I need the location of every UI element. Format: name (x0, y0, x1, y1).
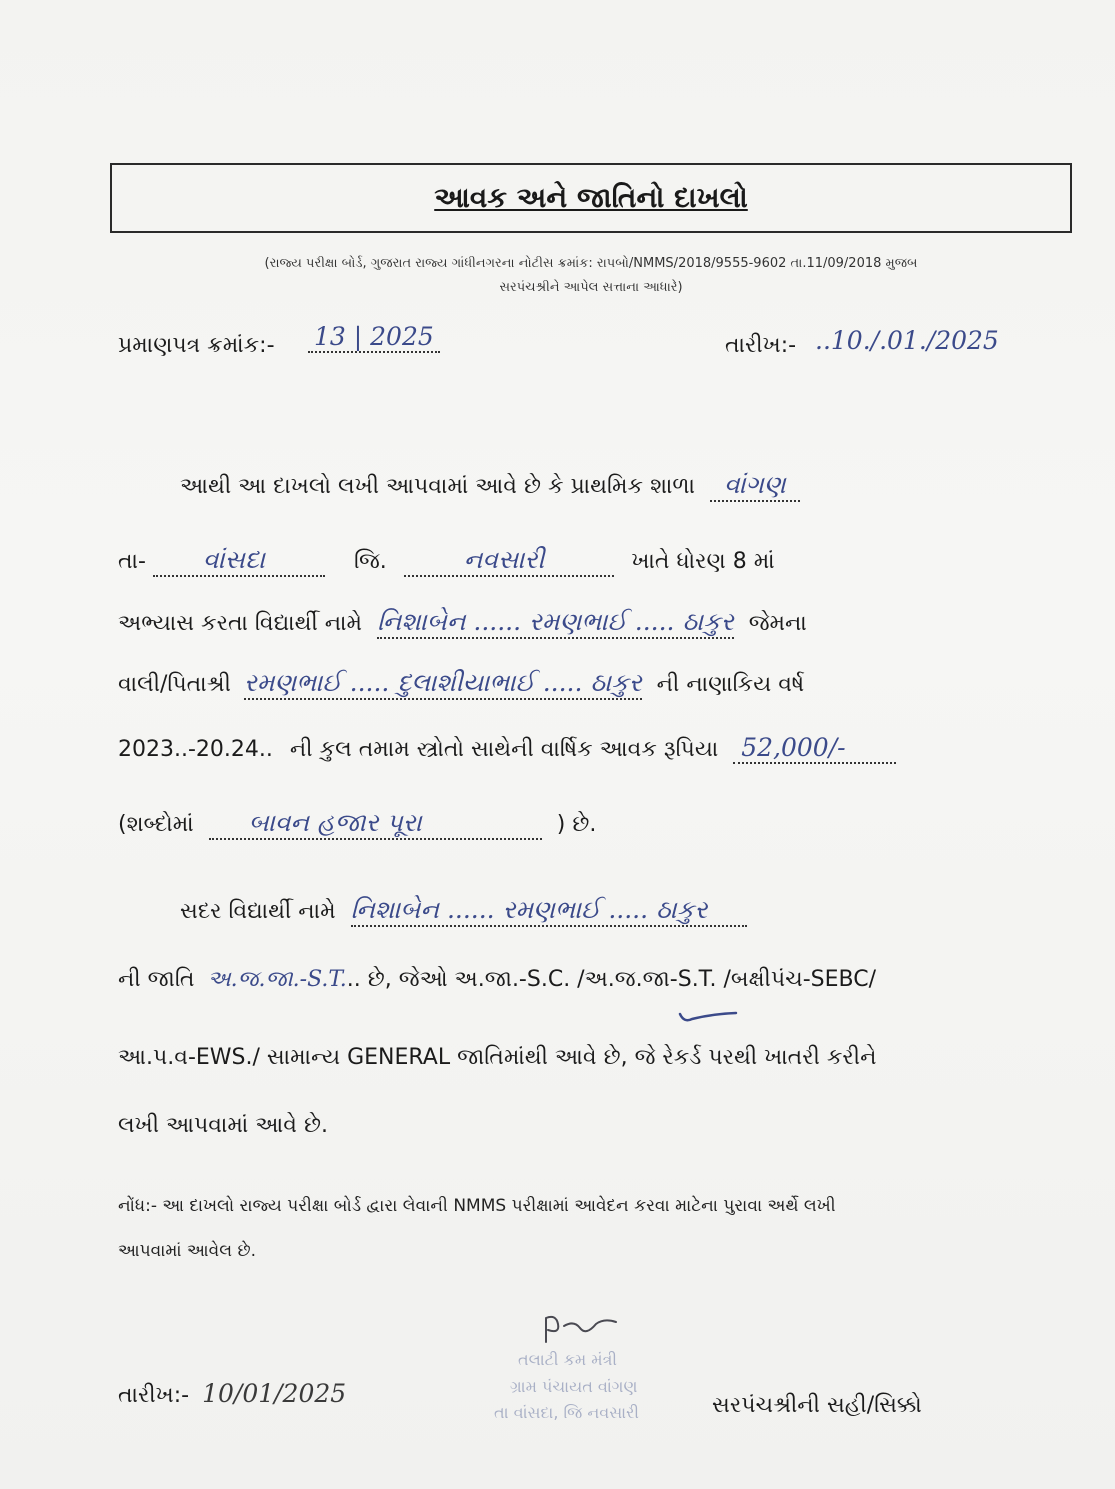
jemna-text: જેમના (748, 611, 807, 636)
para2-lead: સદર વિદ્યાર્થી નામે (180, 899, 336, 924)
income-text: ની કુલ તમામ સ્ત્રોતો સાથેની વાર્ષિક આવક રૂપિયા (289, 737, 719, 762)
para1-line5 (118, 733, 896, 764)
para1-line2 (118, 545, 775, 577)
year-value: 2023..-20.24.. (118, 737, 273, 762)
title-box (110, 163, 1072, 233)
para2-line1 (180, 895, 747, 927)
date-label: તારીખ:- (725, 333, 797, 358)
footer-date (118, 1379, 346, 1408)
caste-options: .. છે, જેઓ અ.જા.-S.C. /અ.જ.જા-S.T. /બક્ષીપંચ-SEBC/ (346, 967, 877, 992)
cert-no-value: 13 | 2025 (308, 322, 440, 353)
taluka-value: વાંસદા (153, 545, 325, 577)
para2-student-name: નિશાબેન ...... રમણભાઈ ..... ઠાકુર (351, 895, 748, 927)
signature-label: સરપંચશ્રીની સહી/સિક્કો (712, 1393, 922, 1418)
income-words: બાવન હજાર પૂરા (209, 808, 542, 840)
cert-no-field (308, 322, 440, 353)
para2-line4: લખી આપવામાં આવે છે. (118, 1113, 328, 1138)
stamp-line-1: તલાટી કમ મંત્રી (518, 1350, 617, 1369)
fin-year-text: ની નાણાકિય વર્ષ (656, 672, 805, 697)
stamp-line-2: ગ્રામ પંચાયત વાંગણ (510, 1377, 638, 1396)
caste-label: ની જાતિ (118, 967, 195, 992)
para2-line3: આ.પ.વ-EWS./ સામાન્ય GENERAL જાતિમાંથી આવે છે, જે રેકર્ડ પરથી ખાતરી કરીને (118, 1045, 877, 1070)
study-text: અભ્યાસ કરતા વિદ્યાર્થી નામે (118, 611, 363, 636)
reference-line-1: (રાજ્ય પરીક્ષા બોર્ડ, ગુજરાત રાજ્ય ગાંધીનગરના નોટીસ ક્રમાંક: રાપબો/NMMS/2018/9555-9602 તા.11/09/2018 મુજબ (264, 256, 918, 271)
para1-line6 (118, 808, 596, 840)
reference-line-2: સરપંચશ્રીને આપેલ સત્તાના આધારે) (499, 280, 683, 295)
footer-date-label: તારીખ:- (118, 1383, 190, 1408)
note-line-2: આપવામાં આવેલ છે. (118, 1241, 256, 1261)
tick-mark-icon (678, 1010, 738, 1024)
para1-line4 (118, 668, 804, 700)
income-value: 52,000/- (733, 733, 895, 764)
district-value: નવસારી (404, 545, 615, 577)
student-name: નિશાબેન ...... રમણભાઈ ..... ઠાકુર (377, 607, 734, 639)
para2-line2 (118, 967, 876, 992)
stamp-line-3: તા વાંસદા, જિ નવસારી (494, 1403, 639, 1422)
district-label: જિ. (353, 549, 387, 574)
words-close: ) છે. (556, 812, 597, 837)
guardian-label: વાલી/પિતાશ્રી (118, 672, 231, 697)
para1-intro: આથી આ દાખલો લખી આપવામાં આવે છે કે પ્રાથમિક શાળા (180, 474, 695, 499)
caste-value: અ.જ.જા.-S.T. (207, 967, 347, 992)
note-line-1: નોંધ:- આ દાખલો રાજ્ય પરીક્ષા બોર્ડ દ્વારા લેવાની NMMS પરીક્ષામાં આવેદન કરવા માટેના પુરાવા અર્થે લખી (118, 1196, 836, 1216)
guardian-name: રમણભાઈ ..... દુલાશીયાભાઈ ..... ઠાકુર (244, 668, 642, 700)
signature-scribble (540, 1312, 620, 1346)
school-name: વાંગણ (710, 470, 800, 502)
footer-date-value: 10/01/2025 (202, 1379, 347, 1408)
words-label: (શબ્દોમાં (118, 812, 194, 837)
taluka-label: તા- (118, 549, 146, 574)
standard-text: ખાતે ધોરણ 8 માં (631, 549, 775, 574)
para1-line3 (118, 607, 807, 639)
para1-line1 (180, 470, 800, 502)
date-value: ..10./.01./2025 (815, 326, 999, 355)
cert-no-label: પ્રમાણપત્ર ક્રમાંક:- (118, 333, 275, 358)
document-title: આવક અને જાતિનો દાખલો (434, 181, 748, 214)
